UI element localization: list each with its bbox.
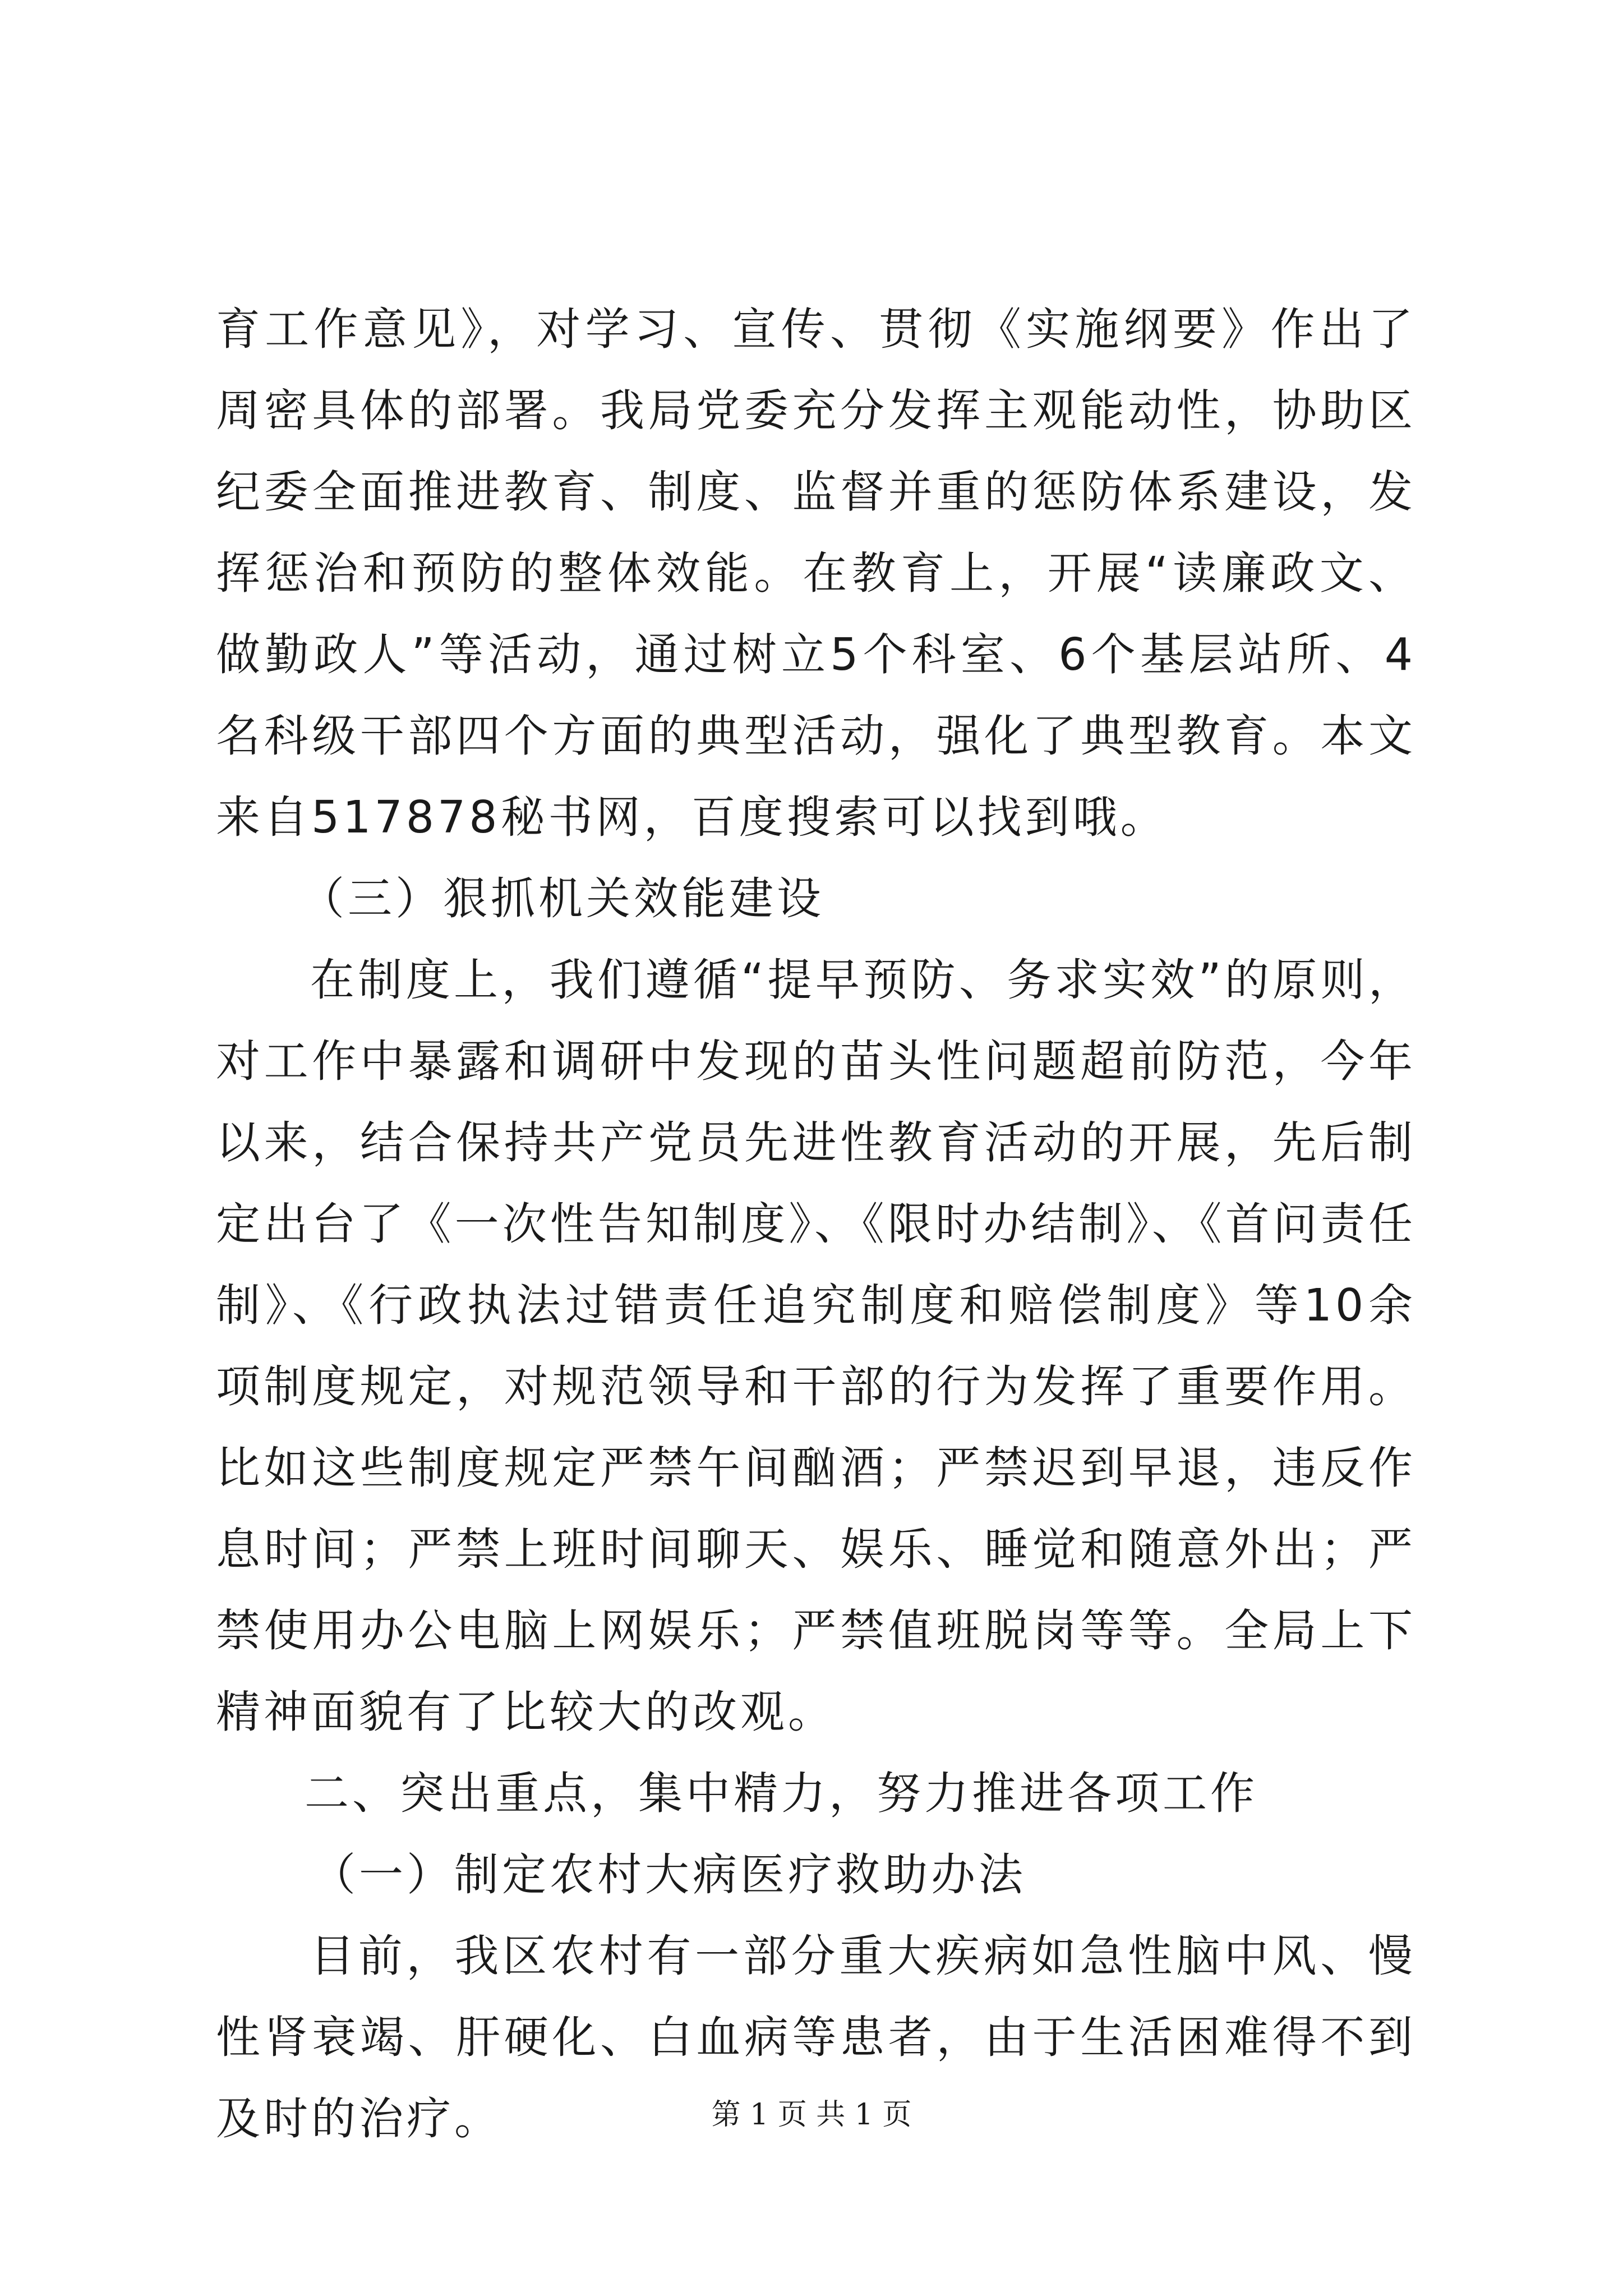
subheading-medical-aid: （一）制定农村大病医疗救助办法 [311,1849,1026,1901]
subheading-efficiency: （三）狠抓机关效能建设 [300,873,824,924]
document-body [216,289,1416,2160]
paragraph-system: 在制度上，我们遵循“提早预防、务求实效”的原则，对工作中暴露和调研中发现的苗头性问题超前防范，今年以来，结合保持共产党员先进性教育活动的开展，先后制定出台了《一次性告知制度》、《限时办结制》、《首问责任制》、《行政执法过错责任追究制度和赔偿制度》等10余项制度规定，对规范领导和干部的行为发挥了重要作用。比如这些制度规定严禁午间酗酒；严禁迟到早退，违反作息时间；严禁上班时间聊天、娱乐、睡觉和随意外出；严禁使用办公电脑上网娱乐；严禁值班脱岗等等。全局上下精神面貌有了比较大的改观。 [216,954,1416,1738]
page-number-footer: 第 1 页 共 1 页 [711,2098,912,2132]
paragraph-continued: 育工作意见》，对学习、宣传、贯彻《实施纲要》作出了周密具体的部署。我局党委充分发挥主观能动性，协助区纪委全面推进教育、制度、监督并重的惩防体系建设，发挥惩治和预防的整体效能。在教育上，开展“读廉政文、做勤政人”等活动，通过树立5个科室、6个基层站所、4名科级干部四个方面的典型活动，强化了典型教育。本文来自517878秘书网，百度搜索可以找到哦。 [216,303,1416,843]
heading-section-two: 二、突出重点，集中精力，努力推进各项工作 [305,1768,1258,1819]
paragraph-medical: 目前，我区农村有一部分重大疾病如急性脑中风、慢性肾衰竭、肝硬化、白血病等患者，由于生活困难得不到及时的治疗。 [216,1930,1416,2145]
